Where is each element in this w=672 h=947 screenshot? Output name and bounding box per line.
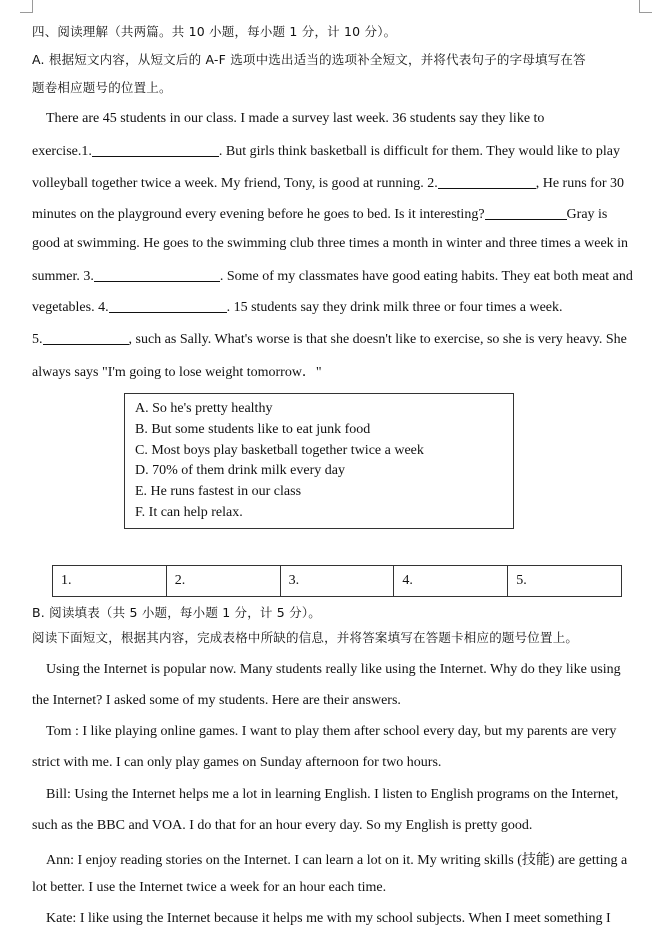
passage-a-line: good at swimming. He goes to the swimming club three times a month in winter and three times a week in: [32, 236, 629, 251]
passage-b-line: Tom : I like playing online games. I want to play them after school every day, but my parents are very: [46, 724, 617, 739]
option-c: C. Most boys play basketball together twice a week: [135, 443, 424, 458]
answer-cell-3[interactable]: 3.: [280, 566, 394, 597]
page-corner-mark: [20, 0, 33, 13]
answer-blank-1[interactable]: [92, 142, 219, 157]
part-b-title: B. 阅读填表（共 5 小题，每小题 1 分，计 5 分）。: [32, 605, 321, 620]
page-corner-mark: [639, 0, 652, 13]
passage-b-line: Kate: I like using the Internet because it helps me with my school subjects. When I meet something I: [46, 911, 611, 926]
passage-a-line: minutes on the playground every evening before he goes to bed. Is it interesting? Gray is: [32, 207, 608, 222]
passage-b-line: such as the BBC and VOA. I do that for an hour every day. So my English is pretty good.: [32, 818, 533, 833]
answer-blank-5[interactable]: [43, 330, 129, 345]
part-a-instruction-cont: 题卷相应题号的位置上。: [32, 80, 172, 95]
option-b: B. But some students like to eat junk food: [135, 422, 371, 437]
option-d: D. 70% of them drink milk every day: [135, 463, 345, 478]
passage-a-line: always says "I'm going to lose weight tomorrow．": [32, 365, 322, 380]
passage-a-line: 5. , such as Sally. What's worse is that she doesn't like to exercise, so she is very heavy. She: [32, 332, 627, 347]
option-a: A. So he's pretty healthy: [135, 401, 273, 416]
passage-a-line: There are 45 students in our class. I made a survey last week. 36 students say they like to: [46, 111, 545, 126]
passage-b-line: Using the Internet is popular now. Many students really like using the Internet. Why do they like using: [46, 662, 621, 677]
answer-cell-2[interactable]: 2.: [166, 566, 280, 597]
passage-b-line: Bill: Using the Internet helps me a lot in learning English. I listen to English programs on the Internet,: [46, 787, 619, 802]
passage-a-line: vegetables. 4. . 15 students say they drink milk three or four times a week.: [32, 300, 563, 315]
options-box: [124, 393, 514, 529]
option-e: E. He runs fastest in our class: [135, 484, 302, 499]
section-title: 四、阅读理解（共两篇。共 10 小题，每小题 1 分，计 10 分）。: [32, 24, 397, 39]
answer-blank-unnumbered[interactable]: [485, 205, 567, 220]
answer-cell-1[interactable]: 1.: [53, 566, 167, 597]
passage-b-line: strict with me. I can only play games on Sunday afternoon for two hours.: [32, 755, 442, 770]
answer-blank-2[interactable]: [438, 174, 536, 189]
answer-blank-4[interactable]: [109, 298, 227, 313]
passage-a-line: exercise.1. . But girls think basketball is difficult for them. They would like to play: [32, 144, 621, 159]
answer-table: [52, 565, 622, 597]
part-b-instruction: 阅读下面短文，根据其内容，完成表格中所缺的信息，并将答案填写在答题卡相应的题号位置上。: [32, 630, 579, 645]
passage-b-line: the Internet? I asked some of my students. Here are their answers.: [32, 693, 401, 708]
part-a-instruction: A. 根据短文内容，从短文后的 A-F 选项中选出适当的选项补全短文，并将代表句子的字母填写在答: [32, 52, 586, 67]
passage-b-line: Ann: I enjoy reading stories on the Internet. I can learn a lot on it. My writing skills (技能) are getting a: [46, 853, 628, 868]
answer-cell-4[interactable]: 4.: [394, 566, 508, 597]
answer-cell-5[interactable]: 5.: [508, 566, 622, 597]
passage-a-line: volleyball together twice a week. My friend, Tony, is good at running. 2. , He runs for 30: [32, 176, 624, 191]
passage-a-line: summer. 3. . Some of my classmates have good eating habits. They eat both meat and: [32, 269, 633, 284]
option-f: F. It can help relax.: [135, 505, 243, 520]
answer-blank-3[interactable]: [94, 267, 220, 282]
passage-b-line: lot better. I use the Internet twice a week for an hour each time.: [32, 880, 387, 895]
